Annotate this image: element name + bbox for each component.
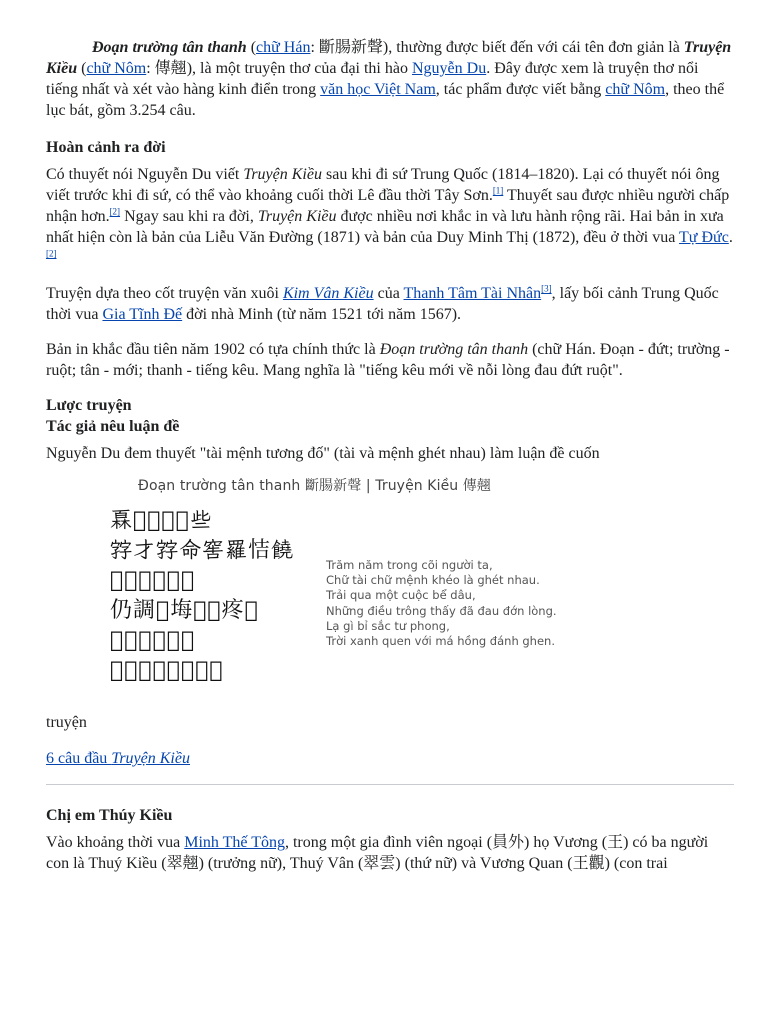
poem-line: Trăm năm trong cõi người ta, <box>326 558 493 572</box>
ref-link-4[interactable]: [3] <box>541 283 552 294</box>
poem-line: Những điều trông thấy đã đau đớn lòng. <box>326 603 557 618</box>
caption-link[interactable]: 6 câu đầu Truyện Kiều <box>46 750 190 767</box>
han-nom-line: 𡗶撑悁貝𦟐紅打慳 <box>110 658 224 683</box>
thesis-paragraph: Nguyễn Du đem thuyết "tài mệnh tương đố" (tài và mệnh ghét nhau) làm luận đề cuốn <box>46 445 600 462</box>
work-short-title: Truyện Kiều <box>46 39 732 77</box>
link-van-hoc-viet-nam[interactable]: văn học Việt Nam <box>320 81 436 98</box>
section-heading-sisters: Chị em Thúy Kiều <box>46 807 173 824</box>
subsection-heading-thesis: Tác giả nêu luận đề <box>46 418 180 435</box>
thesis-paragraph-continued: truyện <box>46 714 87 731</box>
sisters-paragraph: Vào khoảng thời vua Minh Thế Tông, trong một gia đình viên ngoại (員外) họ Vương (王) có ba người con là Thuý Kiều (翠翹) (trưởng nữ), Thuý Vân (翠雲) (thứ nữ) và Vương Quan (王觀) (con trai <box>46 834 709 872</box>
han-nom-line: 𤾓𢆥𥪞𡎝𠊛些 <box>110 508 213 533</box>
section-divider <box>46 784 734 785</box>
work-title: Đoạn trường tân thanh <box>92 39 247 56</box>
link-chu-nom-2[interactable]: chữ Nôm <box>605 81 666 98</box>
han-nom-line: 𣦆戈𠬠局滄桑 <box>110 568 196 593</box>
link-minh-the-tong[interactable]: Minh Thế Tông <box>184 834 285 851</box>
link-chu-han[interactable]: chữ Hán <box>256 39 311 56</box>
section-heading-summary: Lược truyện <box>46 397 132 414</box>
han-nom-line: 𡦂才𡦂命窖羅恄饒 <box>110 538 295 563</box>
link-gia-tinh-de[interactable]: Gia Tĩnh Đế <box>102 306 183 323</box>
link-tu-duc[interactable]: Tự Đức <box>679 229 729 246</box>
ref-link-1[interactable]: [1] <box>492 185 504 196</box>
poem-line: Trải qua một cuộc bể dâu, <box>326 588 476 603</box>
poem-line: Trời xanh quen với má hồng đánh ghen. <box>326 634 555 649</box>
link-nguyen-du[interactable]: Nguyễn Du <box>411 60 487 77</box>
han-nom-verse <box>110 506 294 686</box>
ref-link-3[interactable]: [2] <box>46 248 57 259</box>
poem-figure-image <box>110 476 580 688</box>
link-chu-nom[interactable]: chữ Nôm <box>86 60 147 77</box>
link-kim-van-kieu[interactable]: Kim Vân Kiều <box>282 285 374 302</box>
origin-paragraph-3: Bản in khắc đầu tiên năm 1902 có tựa chính thức là Đoạn trường tân thanh (chữ Hán. Đoạn - đứt; trường - ruột; tân - mới; thanh - tiếng kêu. Mang nghĩa là "tiếng kêu mới về nỗi lòng đau đứt ruột". <box>46 341 730 379</box>
ref-link-2[interactable]: [2] <box>109 206 121 217</box>
han-nom-line: 𡗶鄧彼嗇斯豐 <box>110 628 196 653</box>
figure-caption <box>46 748 734 769</box>
quoc-ngu-verse <box>326 558 557 649</box>
poem-line: Chữ tài chữ mệnh khéo là ghét nhau. <box>326 573 540 588</box>
link-thanh-tam-tai-nhan[interactable]: Thanh Tâm Tài Nhân <box>403 285 542 302</box>
section-heading-origin: Hoàn cảnh ra đời <box>46 139 166 156</box>
intro-paragraph: Đoạn trường tân thanh (chữ Hán: 斷腸新聲), thường được biết đến với cái tên đơn giản là Truyện Kiều (chữ Nôm: 傳翹), là một truyện thơ của đại thi hào Nguyễn Du. Đây được xem là truyện thơ nổi tiếng nhất và xét vào hàng kinh điển trong văn học Việt Nam, tác phẩm được viết bằng chữ Nôm, theo thể lục bát, gồm 3.254 câu. <box>46 39 732 119</box>
figure-title: Đoạn trường tân thanh 斷腸新聲 | Truyện Kiều 傳翹 <box>138 478 492 494</box>
origin-paragraph-2: Truyện dựa theo cốt truyện văn xuôi Kim Vân Kiều của Thanh Tâm Tài Nhân[3], lấy bối cảnh Trung Quốc thời vua Gia Tĩnh Đế đời nhà Minh (từ năm 1521 tới năm 1567). <box>46 283 719 323</box>
origin-paragraph-1: Có thuyết nói Nguyễn Du viết Truyện Kiều sau khi đi sứ Trung Quốc (1814–1820). Lại có thuyết nói ông viết trước khi đi sứ, có thể vào khoảng cuối thời Lê đầu thời Tây Sơn.[1] Thuyết sau được nhiều người chấp nhận hơn.[2] Ngay sau khi ra đời, Truyện Kiều được nhiều nơi khắc in và lưu hành rộng rãi. Hai bản in xưa nhất hiện còn là bản của Liễu Văn Đường (1871) và bản của Duy Minh Thị (1872), đều ở thời vua Tự Đức.[2] <box>46 166 733 259</box>
han-nom-line: 仍調𥉩㙁𧡊𡘮疼𢚸 <box>110 598 259 623</box>
poem-line: Lạ gì bỉ sắc tư phong, <box>326 618 450 633</box>
